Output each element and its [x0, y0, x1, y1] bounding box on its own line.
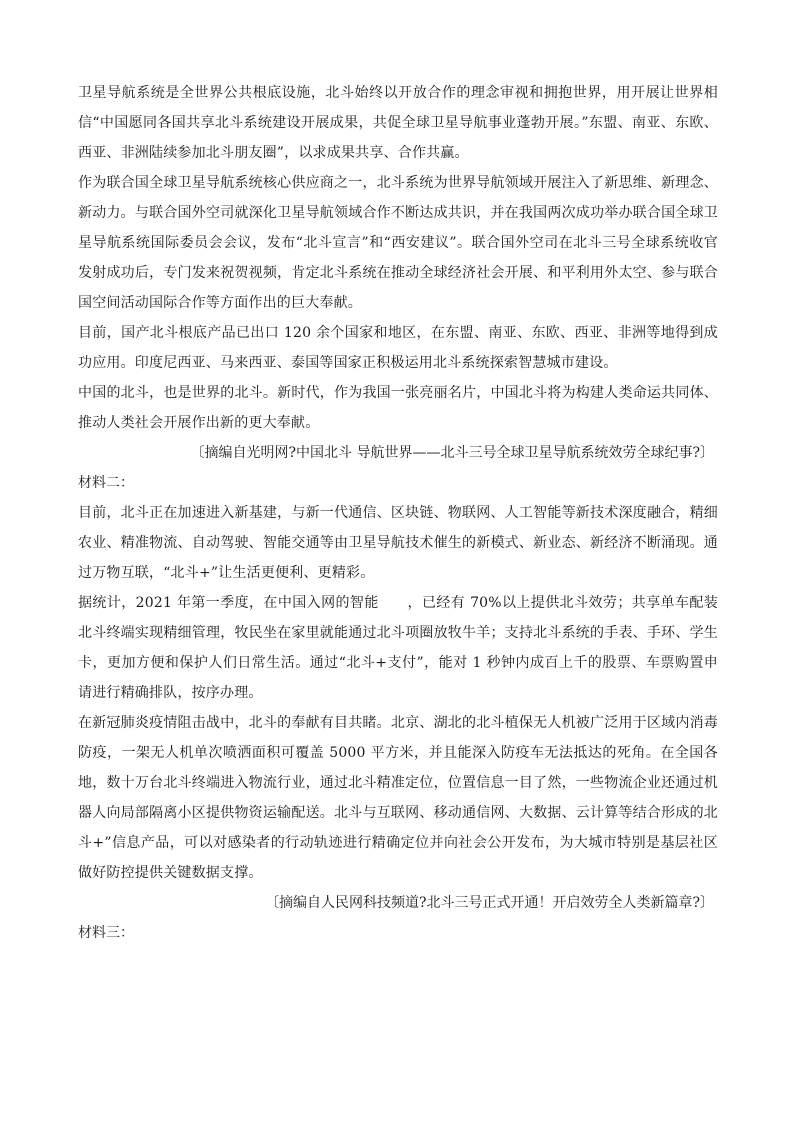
paragraph-pandemic: 在新冠肺炎疫情阻击战中，北斗的奉献有目共睹。北京、湖北的北斗植保无人机被广泛用于区域内消毒防疫，一架无人机单次喷洒面积可覆盖 5000 平方米，并且能深入防疫车无法抵达的死角。在全国各地，数十万台北斗终端进入物流行业，通过北斗精准定位，位置信息一目了然，一些物流企业还通过机器人向局部隔离小区提供物资运输配送。北斗与互联网、移动通信网、大数据、云计算等结合形成的北斗+”信息产品，可以对感染者的行动轨迹进行精确定位并向社会公开发布，为大城市特别是基层社区做好防控提供关键数据支撑。: [78, 715, 718, 881]
material-three-heading: 材料三：: [78, 925, 134, 941]
paragraph-export: 目前，国产北斗根底产品已出口 120 余个国家和地区，在东盟、南亚、东欧、西亚、非洲等地得到成功应用。印度尼西亚、马来西亚、泰国等国家正积极运用北斗系统探索智慧城市建设。: [78, 325, 718, 371]
paragraph-un-supplier: 作为联合国全球卫星导航系统核心供应商之一，北斗系统为世界导航领域开展注入了新思维、新理念、新动力。与联合国外空司就深化卫星导航领域合作不断达成共识，并在我国两次成功举办联合国全球卫星导航系统国际委员会会议，发布“北斗宣言”和“西安建议”。联合国外空司在北斗三号全球系统收官发射成功后，专门发来祝贺视频，肯定北斗系统在推动全球经济社会开展、和平利用外太空、参与联合国空间活动国际合作等方面作出的巨大奉献。: [78, 175, 718, 311]
material-two-heading: 材料二：: [78, 475, 134, 491]
paragraph-statistics: 据统计，2021 年第一季度，在中国入网的智能 ，已经有 70%以上提供北斗效劳；共享单车配装北斗终端实现精细管理，牧民坐在家里就能通过北斗项圈放牧牛羊；支持北斗系统的手表、手环、学生卡，更加方便和保护人们日常生活。通过“北斗+支付”，能对 1 秒钟内成百上千的股票、车票购置申请进行精确排队，按序办理。: [78, 595, 718, 701]
paragraph-cooperation: 卫星导航系统是全世界公共根底设施，北斗始终以开放合作的理念审视和拥抱世界，用开展让世界相信“中国愿同各国共享北斗系统建设开展成果，共促全球卫星导航事业蓬勃开展。”东盟、南亚、东欧、西亚、非洲陆续参加北斗朋友圈”，以求成果共享、合作共赢。: [78, 85, 718, 161]
paragraph-world-beidou: 中国的北斗，也是世界的北斗。新时代，作为我国一张亮丽名片，中国北斗将为构建人类命运共同体、推动人类社会开展作出新的更大奉献。: [78, 385, 718, 431]
source-citation-2: 〔摘编自人民网科技频道?北斗三号正式开通！开启效劳全人类新篇章?〕: [264, 895, 714, 911]
paragraph-new-infrastructure: 目前，北斗正在加速进入新基建，与新一代通信、区块链、物联网、人工智能等新技术深度融合，精细农业、精准物流、自动驾驶、智能交通等由卫星导航技术催生的新模式、新业态、新经济不断涌现。通过万物互联，“北斗+”让生活更便利、更精彩。: [78, 505, 718, 581]
document-page: [78, 78, 718, 948]
source-citation-1: 〔摘编自光明网?中国北斗 导航世界——北斗三号全球卫星导航系统效劳全球纪事?〕: [190, 445, 714, 461]
